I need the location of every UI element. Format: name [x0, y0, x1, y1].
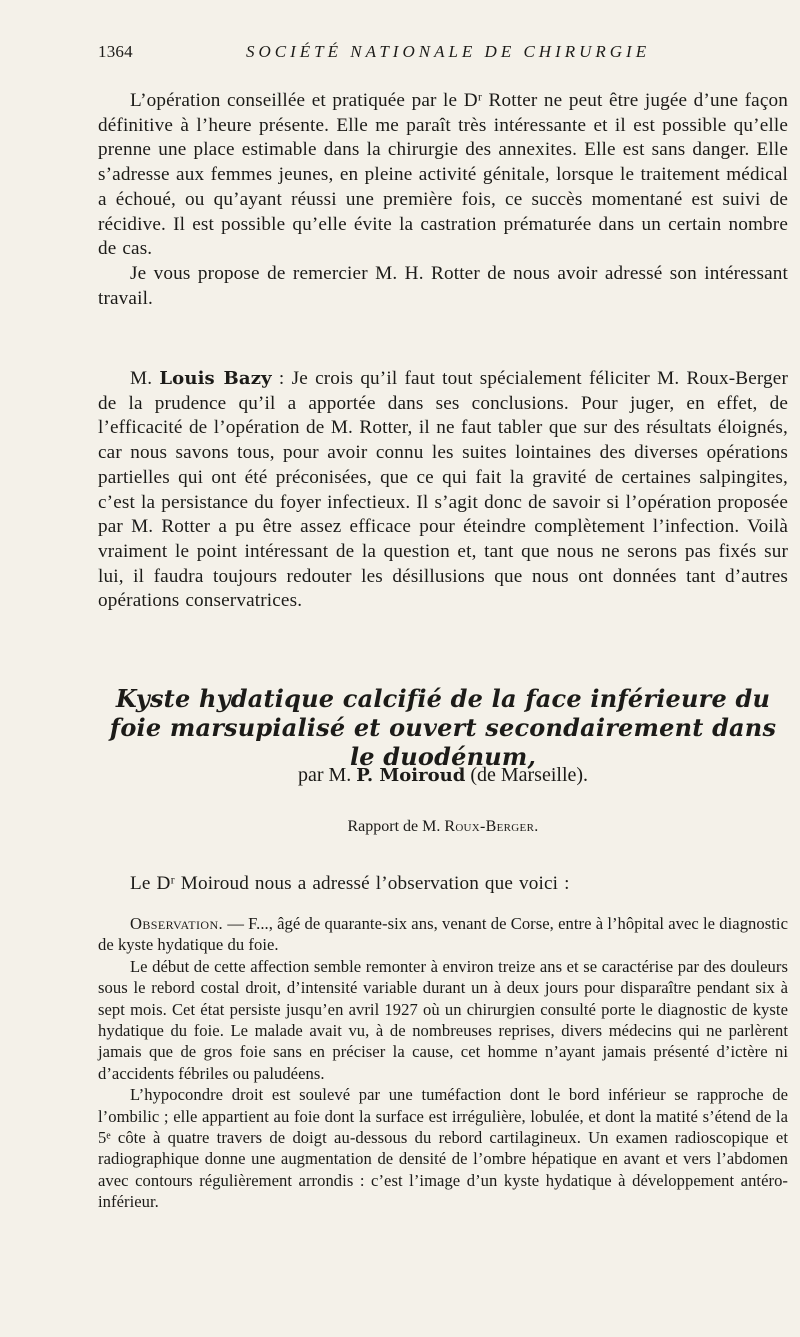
report-attribution — [98, 816, 788, 838]
speaker-name: Louis Bazy — [159, 368, 272, 389]
observation-paragraph: Le début de cette affection semble remonter à environ treize ans et se caractérise par des douleurs sous le rebord costal droit, d’intensité variable durant un à deux jours pour disparaître pendant six à sept mois. Cet état persiste jusqu’en avril 1927 où un chirurgien consulté porte le diagnostic de kyste hydatique du foie. Le malade avait vu, à de nombreuses reprises, divers médecins qui ne parlèrent jamais que de gros foie sans en préciser la cause, cet homme n’ayant jamais présenté d’ictère ni d’accidents fébriles ou paludéens. — [98, 956, 788, 1083]
author-name: P. Moiroud — [356, 765, 466, 786]
case-observation — [98, 913, 788, 1213]
article-byline — [98, 762, 788, 789]
byline-prefix: par M. — [297, 764, 357, 786]
discussion-remark — [98, 367, 788, 614]
byline-suffix: (de Marseille). — [465, 764, 589, 786]
article-intro — [98, 872, 788, 897]
journal-title: SOCIÉTÉ NATIONALE DE CHIRURGIE — [246, 42, 651, 61]
discussion-paragraph — [98, 367, 788, 614]
intro-paragraph: Le Dʳ Moiroud nous a adressé l’observation que voici : — [130, 873, 570, 894]
page-number: 1364 — [98, 42, 133, 61]
report-conclusion — [98, 89, 788, 311]
observation-label: Observation. — [130, 914, 224, 933]
running-header — [98, 42, 788, 70]
rapporteur-name: Roux-Berger. — [444, 818, 539, 835]
body-paragraph: Je vous propose de remercier M. H. Rotter de nous avoir adressé son intéressant travail. — [98, 262, 788, 309]
body-paragraph: L’opération conseillée et pratiquée par le Dʳ Rotter ne peut être jugée d’une façon définitive à l’heure présente. Elle me paraît très intéressante et il est possible qu’elle prenne une place estimable dans la chirurgie des annexites. Elle est sans danger. Elle s’adresse aux femmes jeunes, en pleine activité génitale, lorsque le traitement médical a échoué, ou qu’ayant réussi une première fois, ce succès momentané est suivi de récidive. Il est possible qu’elle évite la castration prématurée dans un certain nombre de cas. — [98, 90, 788, 260]
observation-paragraph: L’hypocondre droit est soulevé par une tuméfaction dont le bord inférieur se rapproche de l’ombilic ; elle appartient au foie dont la surface est irrégulière, lobulée, et dont la matité s’étend de la 5ᵉ côte à quatre travers de doigt au-dessous du rebord cartilagineux. Un examen radioscopique et radiographique donne une augmentation de densité de l’ombre hépatique en avant et vers l’abdomen avec contours régulièrement arrondis : c’est l’image d’un kyste hydatique à développement antéro-inférieur. — [98, 1085, 788, 1212]
observation-paragraph — [98, 913, 788, 956]
observation-text: — F..., âgé de quarante-six ans, venant de Corse, entre à l’hôpital avec le diagnostic de kyste hydatique du foie. — [98, 914, 788, 955]
speaker-prefix: M. — [130, 368, 160, 389]
discussion-text: : Je crois qu’il faut tout spécialement féliciter M. Roux-Berger de la prudence qu’il a apportée dans ses conclusions. Pour juger, en effet, de l’efficacité de l’opération de M. Rotter, il ne faut tabler que sur des résultats éloignés, car nous savons tous, pour avoir connu les suites lointaines des diverses opérations partielles qui ont été préconisées, que ce qui fait la gravité de certaines salpingites, c’est la persistance du foyer infectieux. Il s’agit donc de savoir si l’opération proposée par M. Rotter a pu être assez efficace pour éteindre complètement l’infection. Voilà vraiment le point intéressant de la question et, tant que nous ne serons pas fixés sur lui, il faudra toujours redouter les désillusions que nous ont données tant d’autres opérations conservatrices. — [98, 368, 789, 612]
article-title: Kyste hydatique calcifié de la face inférieure du foie marsupialisé et ouvert secondairement dans le duodénum, — [109, 684, 777, 771]
report-prefix: Rapport de M. — [347, 818, 445, 835]
